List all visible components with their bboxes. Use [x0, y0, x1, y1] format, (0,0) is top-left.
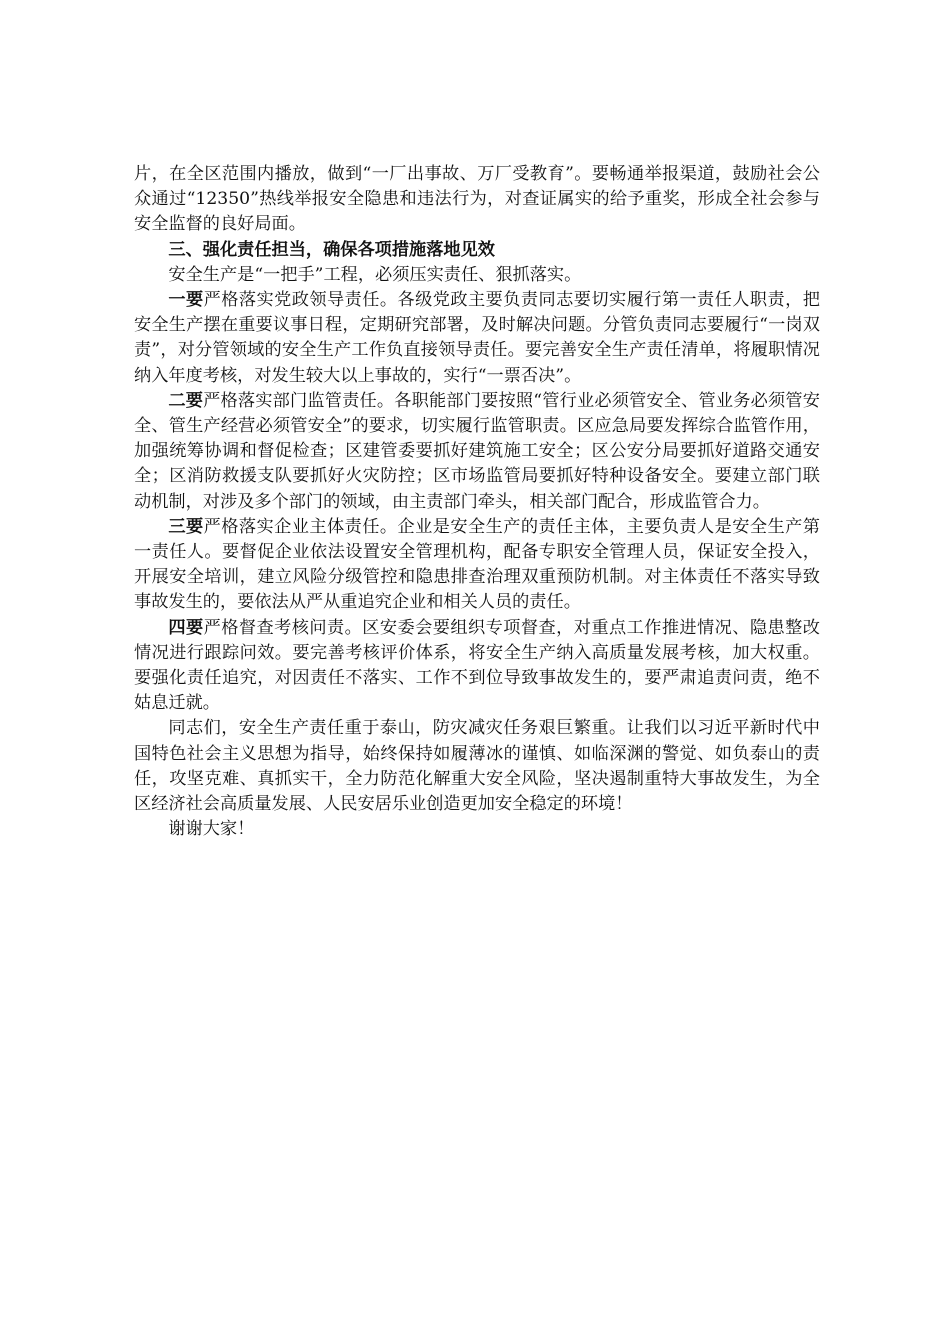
paragraph-text: 严格落实党政领导责任。各级党政主要负责同志要切实履行第一责任人职责，把安全生产摆在重要议事日程，定期研究部署，及时解决问题。分管负责同志要履行“一岗双责”，对分管领域的安全生产工作负直接领导责任。要完善安全生产责任清单，将履职情况纳入年度考核，对发生较大以上事故的，实行“一票否决”。	[134, 290, 820, 386]
paragraph-lead: 四要	[168, 617, 204, 638]
section-heading-text: 三、强化责任担当，确保各项措施落地见效	[168, 239, 495, 260]
paragraph-closing	[134, 716, 820, 817]
paragraph-text: 严格督查考核问责。区安委会要组织专项督查，对重点工作推进情况、隐患整改情况进行跟踪问效。要完善考核评价体系，将安全生产纳入高质量发展考核，加大权重。要强化责任追究，对因责任不落实、工作不到位导致事故发生的，要严肃追责问责，绝不姑息迁就。	[134, 617, 820, 714]
paragraph-continuation	[134, 162, 820, 238]
section-heading	[134, 238, 820, 263]
paragraph-text: 谢谢大家！	[168, 819, 255, 840]
paragraph-lead: 三要	[168, 516, 204, 537]
paragraph-text: 同志们，安全生产责任重于泰山，防灾减灾任务艰巨繁重。让我们以习近平新时代中国特色社会主义思想为指导，始终保持如履薄冰的谨慎、如临深渊的警觉、如负泰山的责任，攻坚克难、真抓实干，全力防范化解重大安全风险，坚决遏制重特大事故发生，为全区经济社会高质量发展、人民安居乐业创造更加安全稳定的环境！	[134, 718, 820, 815]
paragraph-text: 严格落实企业主体责任。企业是安全生产的责任主体，主要负责人是安全生产第一责任人。要督促企业依法设置安全管理机构，配备专职安全管理人员，保证安全投入，开展安全培训，建立风险分级管控和隐患排查治理双重预防机制。对主体责任不落实导致事故发生的，要依法从严从重追究企业和相关人员的责任。	[134, 516, 820, 613]
paragraph-point-2	[134, 389, 820, 515]
paragraph-lead: 一要	[168, 290, 204, 311]
paragraph-lead: 二要	[168, 390, 204, 411]
paragraph-point-4	[134, 616, 820, 717]
paragraph-text: 安全生产是“一把手”工程，必须压实责任、狠抓落实。	[168, 264, 582, 285]
paragraph-point-1	[134, 288, 820, 389]
paragraph-text: 严格落实部门监管责任。各职能部门要按照“管行业必须管安全、管业务必须管安全、管生产经营必须管安全”的要求，切实履行监管职责。区应急局要发挥综合监管作用，加强统筹协调和督促检查；区建管委要抓好建筑施工安全；区公安分局要抓好道路交通安全；区消防救援支队要抓好火灾防控；区市场监管局要抓好特种设备安全。要建立部门联动机制，对涉及多个部门的领域，由主责部门牵头，相关部门配合，形成监管合力。	[134, 390, 820, 512]
paragraph-text: 片，在全区范围内播放，做到“一厂出事故、万厂受教育”。要畅通举报渠道，鼓励社会公众通过“12350”热线举报安全隐患和违法行为，对查证属实的给予重奖，形成全社会参与安全监督的良好局面。	[134, 164, 820, 235]
document-body	[134, 162, 820, 842]
paragraph-intro	[134, 263, 820, 288]
paragraph-thanks	[134, 817, 820, 842]
paragraph-point-3	[134, 515, 820, 616]
